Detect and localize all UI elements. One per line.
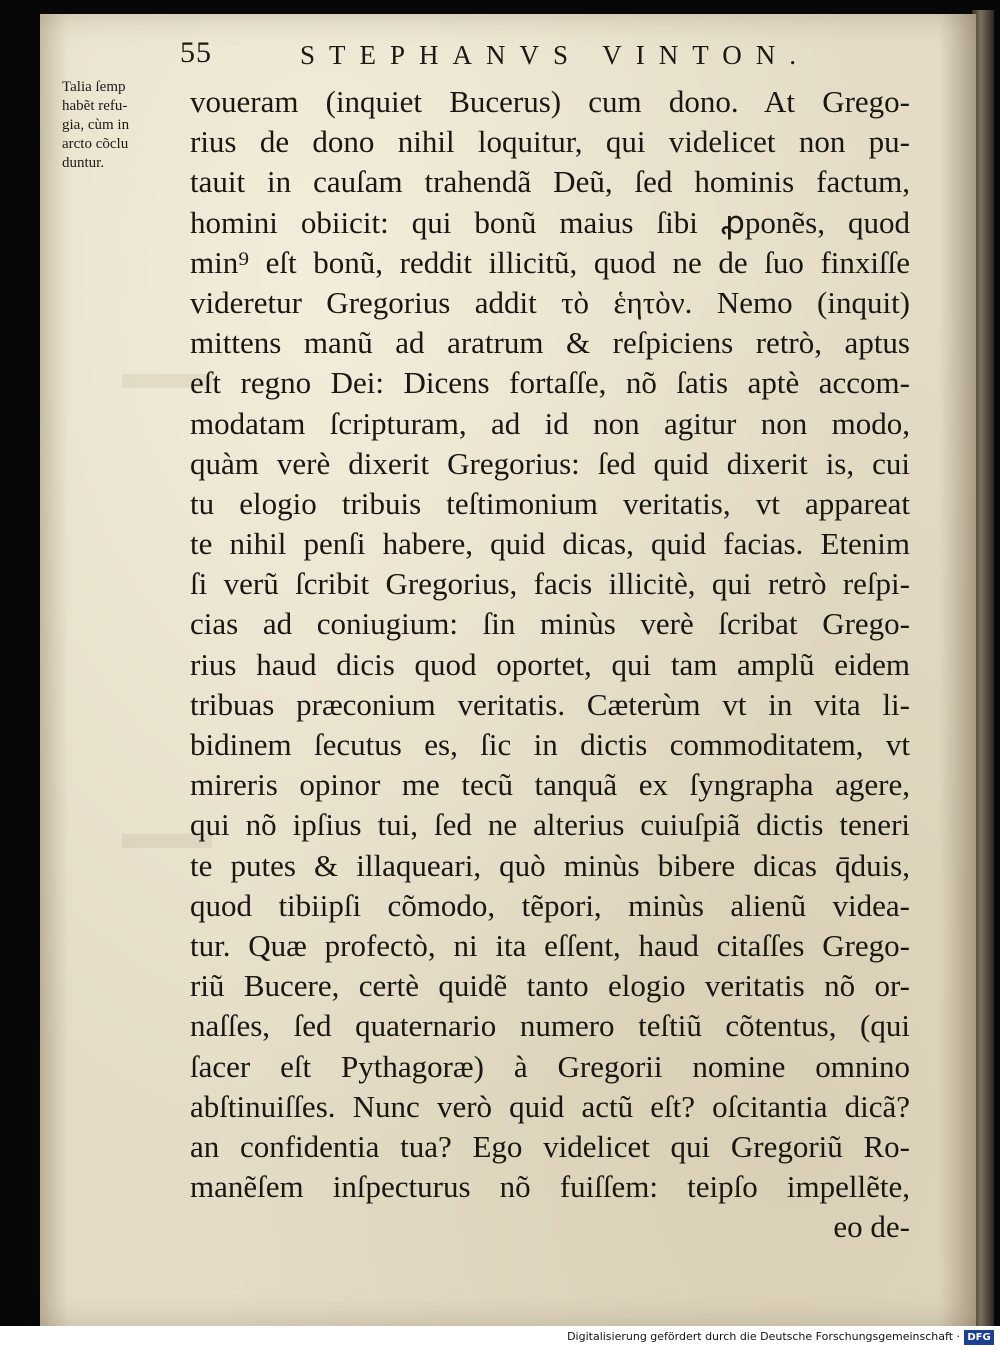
text-line: quàm verè dixerit Gregorius: ſed quid dixerit is, cui	[190, 445, 910, 481]
marginal-note-line: duntur.	[62, 155, 105, 171]
text-line: te nihil penſi habere, quid dicas, quid facias. Etenim	[190, 526, 910, 562]
catchword: eo de-	[833, 1209, 910, 1245]
dfg-logo: DFG	[964, 1330, 994, 1345]
text-line: mittens manũ ad aratrum & reſpiciens retrò, aptus	[190, 325, 910, 361]
text-line: naſſes, ſed quaternario numero teſtiũ cõtentus, (qui	[190, 1008, 910, 1044]
marginal-note	[62, 78, 180, 173]
text-line: qui nõ ipſius tui, ſed ne alterius cuiuſpiã dictis teneri	[190, 807, 910, 843]
funding-credit: Digitalisierung gefördert durch die Deutsche Forschungsgemeinschaft ·	[567, 1330, 960, 1343]
text-line: ſi verũ ſcribit Gregorius, facis illicitè, qui retrò reſpi-	[190, 566, 910, 602]
marginal-note-line: gia, cùm in	[62, 117, 130, 133]
running-head: STEPHANVS VINTON.	[300, 40, 811, 70]
text-line: an confidentia tua? Ego videlicet qui Gregoriũ Ro-	[190, 1128, 910, 1164]
text-line: cias ad coniugium: ſin minùs verè ſcribat Grego-	[190, 606, 910, 642]
text-line: tribuas præconium veritatis. Cæterùm vt in vita li-	[190, 686, 910, 722]
footer-bar	[0, 1326, 1000, 1349]
text-line: quod tibiipſi cõmodo, tẽpori, minùs alienũ videa-	[190, 887, 910, 923]
marginal-note-line: Talia ſemp	[62, 79, 126, 95]
text-line: modatam ſcripturam, ad id non agitur non modo,	[190, 405, 910, 441]
text-line: voueram (inquiet Bucerus) cum dono. At Grego-	[190, 84, 910, 119]
text-line: rius de dono nihil loquitur, qui videlicet non pu-	[190, 124, 910, 160]
text-line: manẽſem inſpecturus nõ fuiſſem: teipſo impellẽte,	[190, 1169, 910, 1205]
text-line: min⁹ eſt bonũ, reddit illicitũ, quod ne de ſuo finxiſſe	[190, 244, 910, 280]
marginal-note-line: arcto cõclu	[62, 136, 129, 152]
text-line: tu elogio tribuis teſtimonium veritatis, vt appareat	[190, 485, 910, 521]
text-line: homini obiicit: qui bonũ maius ſibi ꝓponẽs, quod	[190, 204, 910, 240]
text-line: abſtinuiſſes. Nunc verò quid actũ eſt? oſcitantia dicã?	[190, 1088, 910, 1124]
text-line: bidinem ſecutus es, ſic in dictis commoditatem, vt	[190, 727, 910, 762]
text-line: riũ Bucere, certè quidẽ tanto elogio veritatis nõ or-	[190, 968, 910, 1004]
page-number: 55	[180, 36, 212, 69]
text-line: eſt regno Dei: Dicens fortaſſe, nõ ſatis aptè accom-	[190, 365, 910, 401]
text-line: videretur Gregorius addit τὸ ἑητὸν. Nemo (inquit)	[190, 284, 910, 320]
text-line: ſacer eſt Pythagoræ) à Gregorii nomine omnino	[190, 1048, 910, 1084]
text-line: tur. Quæ profectò, ni ita eſſent, haud citaſſes Grego-	[190, 927, 910, 963]
text-line: rius haud dicis quod oportet, qui tam amplũ eidem	[190, 646, 910, 682]
text-line: tauit in cauſam trahendã Deũ, ſed hominis factum,	[190, 164, 910, 200]
text-line: te putes & illaqueari, quò minùs bibere dicas q̄duis,	[190, 847, 910, 883]
body-text	[190, 82, 910, 1247]
text-line: mireris opinor me tecũ tanquã ex ſyngrapha agere,	[190, 767, 910, 803]
marginal-note-line: habẽt refu-	[62, 98, 128, 114]
